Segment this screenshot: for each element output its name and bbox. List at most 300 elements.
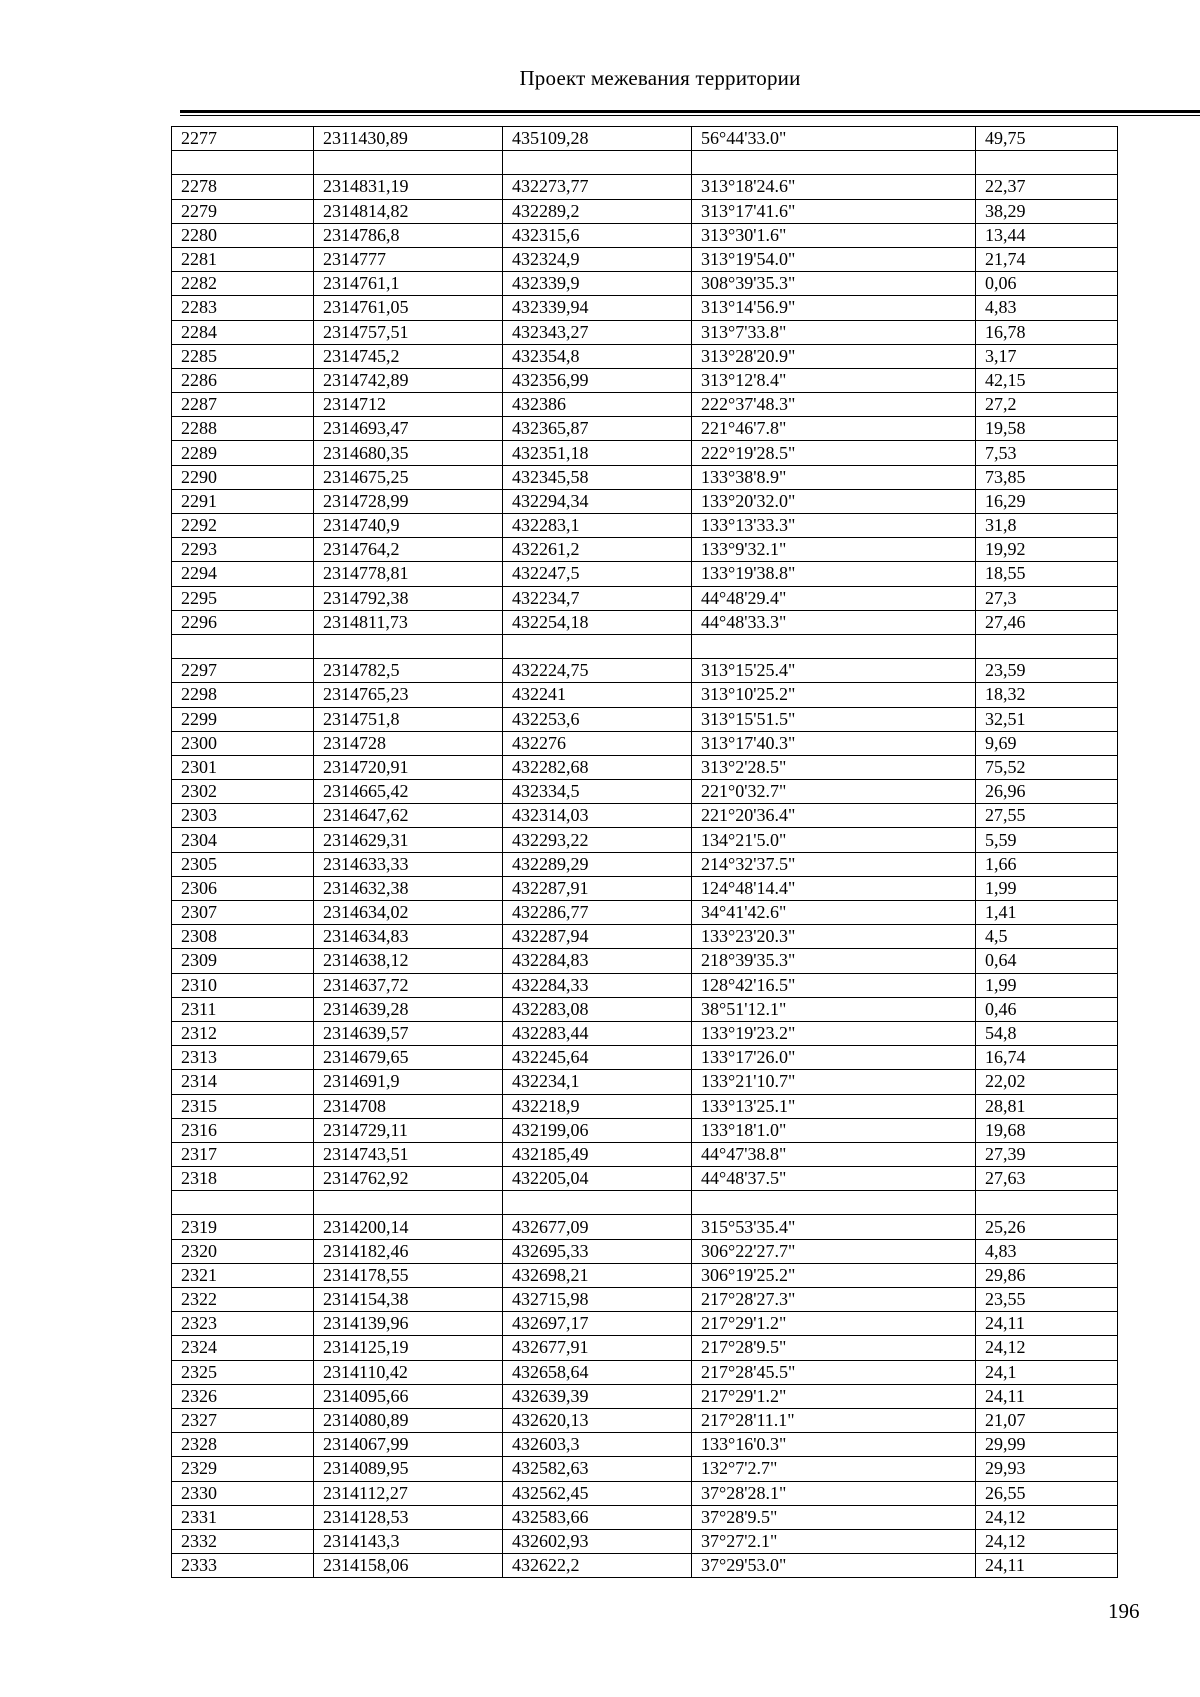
table-row [172,1529,1118,1553]
x-coordinate-cell: 2314680,35 [314,441,503,465]
distance-cell: 27,46 [976,610,1118,634]
table-row [172,828,1118,852]
direction-angle-cell: 221°0'32.7" [692,780,976,804]
x-coordinate-cell: 2314778,81 [314,562,503,586]
direction-angle-cell: 37°28'28.1" [692,1481,976,1505]
x-coordinate-cell: 2314814,82 [314,199,503,223]
point-number-cell: 2277 [172,127,314,151]
distance-cell: 23,59 [976,659,1118,683]
y-coordinate-cell: 432695,33 [503,1239,692,1263]
point-number-cell: 2297 [172,659,314,683]
direction-angle-cell: 38°51'12.1" [692,997,976,1021]
y-coordinate-cell: 432354,8 [503,344,692,368]
distance-cell: 23,55 [976,1288,1118,1312]
direction-angle-cell: 313°12'8.4" [692,368,976,392]
direction-angle-cell: 133°18'1.0" [692,1118,976,1142]
point-number-cell: 2292 [172,514,314,538]
y-coordinate-cell: 432289,2 [503,199,692,223]
direction-angle-cell: 217°29'1.2" [692,1384,976,1408]
y-coordinate-cell: 432245,64 [503,1046,692,1070]
distance-cell: 75,52 [976,755,1118,779]
direction-angle-cell: 37°28'9.5" [692,1505,976,1529]
x-coordinate-cell: 2314728 [314,731,503,755]
distance-cell: 24,12 [976,1529,1118,1553]
distance-cell: 21,07 [976,1408,1118,1432]
point-number-cell: 2283 [172,296,314,320]
table-row [172,175,1118,199]
direction-angle-cell: 313°17'40.3" [692,731,976,755]
y-coordinate-cell: 432253,6 [503,707,692,731]
direction-angle-cell: 44°48'33.3" [692,610,976,634]
x-coordinate-cell: 2314740,9 [314,514,503,538]
point-number-cell: 2300 [172,731,314,755]
point-number-cell: 2279 [172,199,314,223]
table-row [172,296,1118,320]
direction-angle-cell: 37°27'2.1" [692,1529,976,1553]
direction-angle-cell: 221°20'36.4" [692,804,976,828]
distance-cell: 28,81 [976,1094,1118,1118]
point-number-cell: 2295 [172,586,314,610]
point-number-cell: 2320 [172,1239,314,1263]
x-coordinate-cell: 2314693,47 [314,417,503,441]
y-coordinate-cell: 432234,1 [503,1070,692,1094]
coordinates-table-body [172,127,1118,1578]
point-number-cell: 2305 [172,852,314,876]
table-row [172,852,1118,876]
point-number-cell: 2331 [172,1505,314,1529]
table-row [172,441,1118,465]
point-number-cell: 2296 [172,610,314,634]
table-row [172,925,1118,949]
direction-angle-cell: 133°13'25.1" [692,1094,976,1118]
distance-cell: 26,55 [976,1481,1118,1505]
distance-cell: 4,83 [976,296,1118,320]
point-number-cell [172,151,314,175]
y-coordinate-cell: 432339,94 [503,296,692,320]
point-number-cell: 2299 [172,707,314,731]
table-row [172,1046,1118,1070]
x-coordinate-cell: 2314712 [314,393,503,417]
y-coordinate-cell: 432343,27 [503,320,692,344]
y-coordinate-cell: 432286,77 [503,901,692,925]
y-coordinate-cell: 432356,99 [503,368,692,392]
x-coordinate-cell: 2314792,38 [314,586,503,610]
table-row [172,1021,1118,1045]
point-number-cell: 2308 [172,925,314,949]
table-row [172,610,1118,634]
direction-angle-cell: 133°16'0.3" [692,1433,976,1457]
y-coordinate-cell: 432314,03 [503,804,692,828]
y-coordinate-cell: 432283,1 [503,514,692,538]
distance-cell: 24,1 [976,1360,1118,1384]
distance-cell: 16,78 [976,320,1118,344]
direction-angle-cell [692,151,976,175]
table-row [172,731,1118,755]
distance-cell: 0,06 [976,272,1118,296]
distance-cell: 24,11 [976,1384,1118,1408]
y-coordinate-cell [503,151,692,175]
x-coordinate-cell: 2314745,2 [314,344,503,368]
distance-cell: 19,92 [976,538,1118,562]
table-row [172,1408,1118,1432]
direction-angle-cell [692,634,976,658]
y-coordinate-cell: 432583,66 [503,1505,692,1529]
point-number-cell: 2289 [172,441,314,465]
y-coordinate-cell: 432282,68 [503,755,692,779]
table-row [172,1505,1118,1529]
point-number-cell: 2284 [172,320,314,344]
y-coordinate-cell [503,1191,692,1215]
y-coordinate-cell: 432677,91 [503,1336,692,1360]
distance-cell: 27,55 [976,804,1118,828]
direction-angle-cell: 133°9'32.1" [692,538,976,562]
table-row [172,272,1118,296]
direction-angle-cell [692,1191,976,1215]
direction-angle-cell: 133°19'38.8" [692,562,976,586]
point-number-cell: 2311 [172,997,314,1021]
distance-cell: 27,2 [976,393,1118,417]
y-coordinate-cell: 432224,75 [503,659,692,683]
table-row [172,1094,1118,1118]
distance-cell: 4,83 [976,1239,1118,1263]
point-number-cell: 2290 [172,465,314,489]
point-number-cell: 2328 [172,1433,314,1457]
direction-angle-cell: 132°7'2.7" [692,1457,976,1481]
x-coordinate-cell: 2314786,8 [314,223,503,247]
x-coordinate-cell: 2314647,62 [314,804,503,828]
point-number-cell: 2314 [172,1070,314,1094]
direction-angle-cell: 315°53'35.4" [692,1215,976,1239]
x-coordinate-cell: 2314637,72 [314,973,503,997]
point-number-cell: 2326 [172,1384,314,1408]
y-coordinate-cell: 432603,3 [503,1433,692,1457]
point-number-cell: 2319 [172,1215,314,1239]
table-row [172,780,1118,804]
table-row [172,514,1118,538]
y-coordinate-cell: 432339,9 [503,272,692,296]
y-coordinate-cell: 432287,91 [503,876,692,900]
point-number-cell: 2280 [172,223,314,247]
table-row [172,1142,1118,1166]
point-number-cell: 2285 [172,344,314,368]
table-row [172,538,1118,562]
y-coordinate-cell: 432294,34 [503,489,692,513]
distance-cell: 24,12 [976,1336,1118,1360]
table-row [172,320,1118,344]
direction-angle-cell: 124°48'14.4" [692,876,976,900]
distance-cell: 24,11 [976,1312,1118,1336]
direction-angle-cell: 313°15'25.4" [692,659,976,683]
direction-angle-cell: 313°30'1.6" [692,223,976,247]
x-coordinate-cell: 2314095,66 [314,1384,503,1408]
table-row [172,1554,1118,1578]
distance-cell: 22,37 [976,175,1118,199]
direction-angle-cell: 217°28'27.3" [692,1288,976,1312]
x-coordinate-cell: 2314634,83 [314,925,503,949]
x-coordinate-cell: 2314178,55 [314,1263,503,1287]
table-row [172,465,1118,489]
distance-cell: 1,99 [976,973,1118,997]
x-coordinate-cell: 2314757,51 [314,320,503,344]
direction-angle-cell: 306°19'25.2" [692,1263,976,1287]
y-coordinate-cell: 435109,28 [503,127,692,151]
x-coordinate-cell: 2314728,99 [314,489,503,513]
y-coordinate-cell: 432602,93 [503,1529,692,1553]
y-coordinate-cell: 432273,77 [503,175,692,199]
distance-cell: 19,58 [976,417,1118,441]
direction-angle-cell: 56°44'33.0" [692,127,976,151]
x-coordinate-cell: 2314729,11 [314,1118,503,1142]
y-coordinate-cell: 432205,04 [503,1167,692,1191]
distance-cell [976,1191,1118,1215]
x-coordinate-cell: 2314811,73 [314,610,503,634]
distance-cell: 27,39 [976,1142,1118,1166]
direction-angle-cell: 133°19'23.2" [692,1021,976,1045]
y-coordinate-cell: 432283,08 [503,997,692,1021]
direction-angle-cell: 217°28'11.1" [692,1408,976,1432]
point-number-cell: 2288 [172,417,314,441]
point-number-cell: 2309 [172,949,314,973]
table-row [172,1167,1118,1191]
x-coordinate-cell: 2314200,14 [314,1215,503,1239]
table-row [172,901,1118,925]
direction-angle-cell: 133°21'10.7" [692,1070,976,1094]
point-number-cell: 2298 [172,683,314,707]
x-coordinate-cell: 2314720,91 [314,755,503,779]
table-row [172,973,1118,997]
point-number-cell: 2304 [172,828,314,852]
table-row [172,368,1118,392]
x-coordinate-cell: 2314777 [314,247,503,271]
point-number-cell [172,1191,314,1215]
direction-angle-cell: 313°10'25.2" [692,683,976,707]
x-coordinate-cell: 2314765,23 [314,683,503,707]
x-coordinate-cell: 2314761,05 [314,296,503,320]
distance-cell: 32,51 [976,707,1118,731]
distance-cell [976,151,1118,175]
table-row [172,1384,1118,1408]
point-number-cell: 2315 [172,1094,314,1118]
point-number-cell: 2302 [172,780,314,804]
y-coordinate-cell: 432247,5 [503,562,692,586]
table-row [172,659,1118,683]
header-rule-thin [180,115,1200,116]
point-number-cell: 2322 [172,1288,314,1312]
table-row [172,417,1118,441]
direction-angle-cell: 313°15'51.5" [692,707,976,731]
x-coordinate-cell: 2314125,19 [314,1336,503,1360]
direction-angle-cell: 313°28'20.9" [692,344,976,368]
point-number-cell: 2325 [172,1360,314,1384]
y-coordinate-cell: 432276 [503,731,692,755]
table-row [172,1312,1118,1336]
direction-angle-cell: 133°23'20.3" [692,925,976,949]
direction-angle-cell: 133°20'32.0" [692,489,976,513]
point-number-cell: 2286 [172,368,314,392]
direction-angle-cell: 44°47'38.8" [692,1142,976,1166]
distance-cell: 25,26 [976,1215,1118,1239]
x-coordinate-cell: 2314742,89 [314,368,503,392]
x-coordinate-cell: 2314080,89 [314,1408,503,1432]
table-row [172,707,1118,731]
direction-angle-cell: 134°21'5.0" [692,828,976,852]
y-coordinate-cell: 432261,2 [503,538,692,562]
table-row [172,804,1118,828]
x-coordinate-cell: 2314708 [314,1094,503,1118]
direction-angle-cell: 221°46'7.8" [692,417,976,441]
point-number-cell: 2282 [172,272,314,296]
x-coordinate-cell: 2314110,42 [314,1360,503,1384]
distance-cell: 24,11 [976,1554,1118,1578]
point-number-cell: 2281 [172,247,314,271]
distance-cell: 73,85 [976,465,1118,489]
x-coordinate-cell: 2314639,57 [314,1021,503,1045]
x-coordinate-cell [314,151,503,175]
direction-angle-cell: 133°38'8.9" [692,465,976,489]
direction-angle-cell: 313°2'28.5" [692,755,976,779]
distance-cell: 27,3 [976,586,1118,610]
table-row [172,1288,1118,1312]
x-coordinate-cell: 2314139,96 [314,1312,503,1336]
y-coordinate-cell: 432241 [503,683,692,707]
table-row [172,247,1118,271]
direction-angle-cell: 217°29'1.2" [692,1312,976,1336]
distance-cell: 31,8 [976,514,1118,538]
table-row [172,1263,1118,1287]
y-coordinate-cell: 432582,63 [503,1457,692,1481]
table-row [172,562,1118,586]
y-coordinate-cell: 432283,44 [503,1021,692,1045]
table-row [172,199,1118,223]
point-number-cell: 2303 [172,804,314,828]
point-number-cell: 2287 [172,393,314,417]
distance-cell: 22,02 [976,1070,1118,1094]
y-coordinate-cell: 432562,45 [503,1481,692,1505]
x-coordinate-cell: 2314665,42 [314,780,503,804]
point-number-cell: 2329 [172,1457,314,1481]
point-number-cell: 2307 [172,901,314,925]
header-rule-thick [180,110,1200,113]
distance-cell: 16,29 [976,489,1118,513]
point-number-cell: 2316 [172,1118,314,1142]
distance-cell: 19,68 [976,1118,1118,1142]
table-row [172,949,1118,973]
distance-cell: 13,44 [976,223,1118,247]
table-row [172,876,1118,900]
direction-angle-cell: 313°14'56.9" [692,296,976,320]
point-number-cell: 2327 [172,1408,314,1432]
distance-cell: 0,64 [976,949,1118,973]
point-number-cell: 2318 [172,1167,314,1191]
x-coordinate-cell: 2314831,19 [314,175,503,199]
distance-cell: 38,29 [976,199,1118,223]
y-coordinate-cell: 432199,06 [503,1118,692,1142]
point-number-cell [172,634,314,658]
y-coordinate-cell: 432715,98 [503,1288,692,1312]
y-coordinate-cell: 432315,6 [503,223,692,247]
x-coordinate-cell: 2314782,5 [314,659,503,683]
table-row [172,683,1118,707]
y-coordinate-cell: 432185,49 [503,1142,692,1166]
distance-cell: 1,41 [976,901,1118,925]
table-row [172,1118,1118,1142]
x-coordinate-cell: 2314691,9 [314,1070,503,1094]
direction-angle-cell: 37°29'53.0" [692,1554,976,1578]
direction-angle-cell: 222°37'48.3" [692,393,976,417]
y-coordinate-cell: 432324,9 [503,247,692,271]
point-number-cell: 2291 [172,489,314,513]
x-coordinate-cell: 2314639,28 [314,997,503,1021]
table-row [172,755,1118,779]
y-coordinate-cell: 432284,33 [503,973,692,997]
x-coordinate-cell: 2314675,25 [314,465,503,489]
point-number-cell: 2317 [172,1142,314,1166]
direction-angle-cell: 313°17'41.6" [692,199,976,223]
y-coordinate-cell: 432289,29 [503,852,692,876]
y-coordinate-cell: 432639,39 [503,1384,692,1408]
direction-angle-cell: 313°7'33.8" [692,320,976,344]
x-coordinate-cell: 2314762,92 [314,1167,503,1191]
table-row [172,127,1118,151]
distance-cell: 4,5 [976,925,1118,949]
y-coordinate-cell: 432284,83 [503,949,692,973]
y-coordinate-cell: 432351,18 [503,441,692,465]
table-row [172,1070,1118,1094]
direction-angle-cell: 133°13'33.3" [692,514,976,538]
point-number-cell: 2278 [172,175,314,199]
x-coordinate-cell: 2314158,06 [314,1554,503,1578]
distance-cell: 21,74 [976,247,1118,271]
table-separator-row [172,1191,1118,1215]
table-row [172,393,1118,417]
direction-angle-cell: 222°19'28.5" [692,441,976,465]
y-coordinate-cell: 432658,64 [503,1360,692,1384]
x-coordinate-cell: 2314633,33 [314,852,503,876]
distance-cell: 1,66 [976,852,1118,876]
direction-angle-cell: 133°17'26.0" [692,1046,976,1070]
distance-cell [976,634,1118,658]
x-coordinate-cell: 2314751,8 [314,707,503,731]
x-coordinate-cell: 2314128,53 [314,1505,503,1529]
table-row [172,997,1118,1021]
distance-cell: 49,75 [976,127,1118,151]
table-row [172,1215,1118,1239]
distance-cell: 42,15 [976,368,1118,392]
distance-cell: 5,59 [976,828,1118,852]
table-row [172,1481,1118,1505]
distance-cell: 26,96 [976,780,1118,804]
table-row [172,223,1118,247]
y-coordinate-cell: 432386 [503,393,692,417]
point-number-cell: 2313 [172,1046,314,1070]
y-coordinate-cell: 432293,22 [503,828,692,852]
x-coordinate-cell [314,634,503,658]
x-coordinate-cell: 2314154,38 [314,1288,503,1312]
point-number-cell: 2310 [172,973,314,997]
point-number-cell: 2332 [172,1529,314,1553]
y-coordinate-cell: 432698,21 [503,1263,692,1287]
distance-cell: 29,93 [976,1457,1118,1481]
x-coordinate-cell: 2314067,99 [314,1433,503,1457]
y-coordinate-cell: 432287,94 [503,925,692,949]
distance-cell: 18,32 [976,683,1118,707]
point-number-cell: 2330 [172,1481,314,1505]
y-coordinate-cell: 432365,87 [503,417,692,441]
direction-angle-cell: 306°22'27.7" [692,1239,976,1263]
table-row [172,586,1118,610]
y-coordinate-cell: 432345,58 [503,465,692,489]
distance-cell: 9,69 [976,731,1118,755]
